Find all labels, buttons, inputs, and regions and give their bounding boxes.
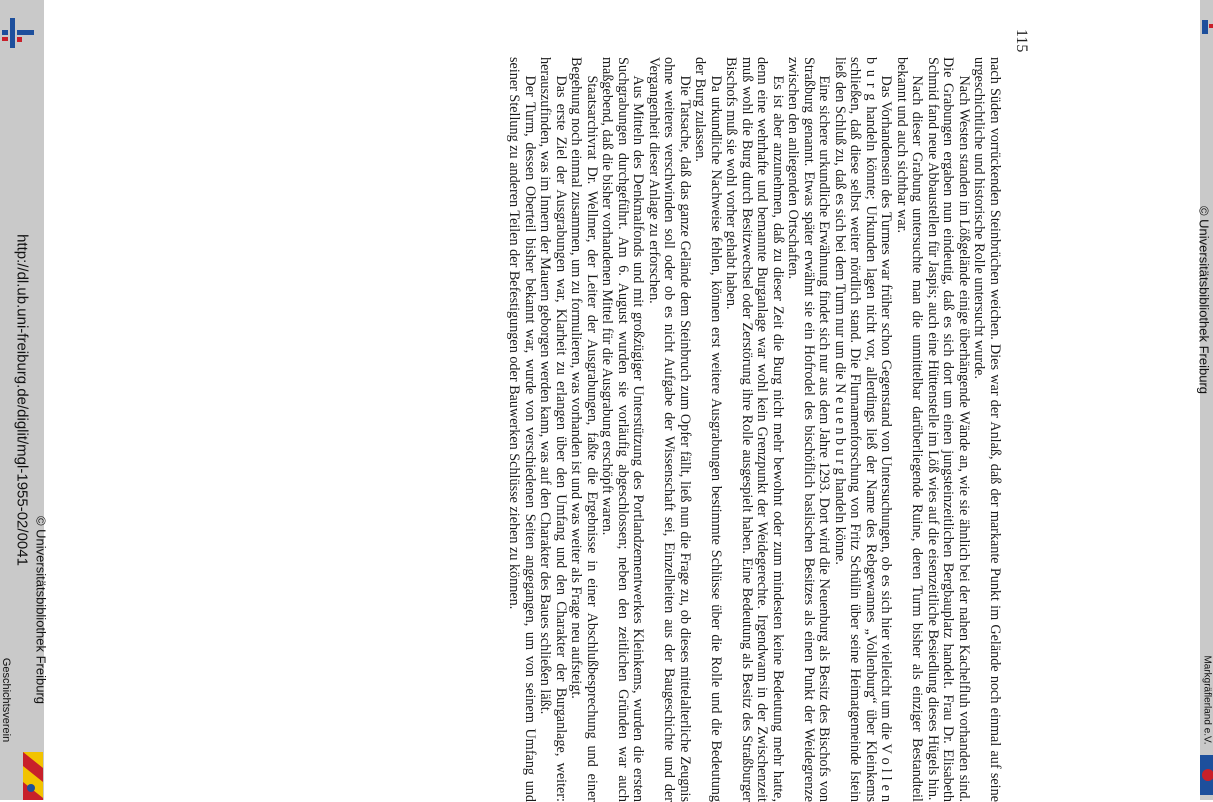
page-text (506, 57, 1002, 802)
paragraph: Der Turm, dessen Oberteil bisher bekannt war, wurde von verschiedenen Seiten angegangen, um von seinem Umfang und seiner Stellung zu anderen Teilen der Befestigungen oder Bauwerken Schlüsse ziehen zu können. (506, 57, 538, 802)
paragraph: Das Vorhandensein des Turmes war früher schon Gegenstand von Untersuchungen, ob es sich hier vielleicht um die V o l l e n b u r g handeln könnte; Urkunden lagen nicht vor, allerdings ließ der Name des Rebgewannes „Vollenburg“ über Kleinkems schließen, daß diese selbst weiter nördlich stand. Die Flurnamenforschung von Fritz Schülin über seine Heimatgemeinde Istein ließ den Schluß zu, daß es sich bei dem Turm nur um die N e u e n b u r g handeln könne. (832, 57, 895, 802)
paragraph: Die Tatsache, daß das ganze Gelände dem Steinbruch zum Opfer fällt, ließ nun die Frage zu, ob dieses mittelalterliche Zeugnis ohne weiteres verschwinden soll oder ob es nicht Aufgabe der Wissenschaft sei, Einzelheiten aus der Baugeschichte und der Vergangenheit dieser Anlage zu erforschen. (646, 57, 693, 802)
paragraph: Eine sichere urkundliche Erwähnung findet sich nur aus dem Jahre 1293. Dort wird die Neuenburg als Besitz des Bischofs von Straßburg genannt. Etwas später erwähnt sie ein Hofrodel des bischöflich baslischen Besitzes als einen Punkt der Weidegrenze zwischen den anliegenden Ortschaften. (785, 57, 833, 802)
library-logo-icon (2, 14, 36, 54)
paragraph: Es ist aber anzunehmen, daß zu dieser Zeit die Burg nicht mehr bewohnt oder zum mindesten keine Bedeutung mehr hatte, denn eine wehrhafte und bemannte Burganlage war wohl kein Grenzpunkt der Weidegerechte. Irgendwann in der Zwischenzeit muß wohl die Burg durch Besitzwechsel oder Zerstörung ihre Rolle ausgespielt haben. Eine Bedeutung als Besitz des Straßburger Bischofs muß sie wohl vorher gehabt haben. (723, 57, 786, 802)
society-label-cut: Markgräflerland e.V. (1201, 655, 1213, 745)
document-url[interactable]: http://dl.ub.uni-freiburg.de/diglit/mgl-1955-02/0041 (13, 234, 31, 566)
paragraph: Das erste Ziel der Ausgrabungen war, Klarheit zu erlangen über den Umfang und den Charakter der Burganlage, weiter: herauszufinden, was im Innern der Mauern geborgen werden kann, was auf den Charakter des Baues schließen läßt. (537, 57, 569, 802)
copyright-note-cut: © Universitätsbibliothek Freiburg (1196, 205, 1212, 395)
copyright-note: © Universitätsbibliothek Freiburg (33, 515, 49, 705)
paragraph: nach Süden vorrückenden Steinbrüchen weichen. Dies war der Anlaß, daß der markante Punkt im Gelände noch einmal auf seine urgeschichtliche und historische Rolle untersucht wurde. (971, 57, 1003, 802)
society-label: Geschichtsverein (0, 657, 12, 743)
page-number: 115 (1013, 29, 1030, 53)
paragraph: Staatsarchivrat Dr. Wellmer, der Leiter der Ausgrabungen, faßte die Ergebnisse in einer Abschlußbesprechung und einer Begehung noch einmal zusammen, um zu formulieren, was vorhanden ist und was weiter als Frage neu aufsteigt. (568, 57, 600, 802)
paragraph: Nach Westen standen im Lößgelände einige überhängende Wände an, wie sie ähnlich bei der nahen Kachelfluh vorhanden sind. Die Grabungen ergaben nun eindeutig, daß es sich dort um einen jungsteinzeitlichen Bergbauplatz handelt. Frau Dr. Elisabeth Schmid fand neue Abbaustellen für Jaspis; auch eine Hüttenstelle im Löß wies auf die eisenzeitliche Besiedlung dieses Hügels hin. (925, 57, 972, 802)
library-logo-partial-icon (1200, 18, 1213, 38)
society-crest-icon (23, 752, 43, 800)
paragraph: Da urkundliche Nachweise fehlen, können erst weitere Ausgrabungen bestimmte Schlüsse über die Rolle und die Bedeutung der Burg zulassen. (692, 57, 724, 802)
scanned-page (230, 23, 1030, 802)
paragraph: Aus Mitteln des Denkmalfonds und mit großzügiger Unterstützung des Portlandzementwerkes Kleinkems, wurden die ersten Suchgrabungen durchgeführt. Am 6. August wurden sie vorläufig abgeschlossen; neben den zeitlichen Gründen war auch maßgebend, daß die bisher vorhandenen Mittel für die Ausgrabung erschöpft waren. (599, 57, 647, 802)
society-crest-partial-icon (1200, 755, 1213, 795)
paragraph: Nach dieser Grabung untersuchte man die unmittelbar darüberliegende Ruine, deren Turm bisher als einziger Bestandteil bekannt und auch sichtbar war. (894, 57, 926, 802)
